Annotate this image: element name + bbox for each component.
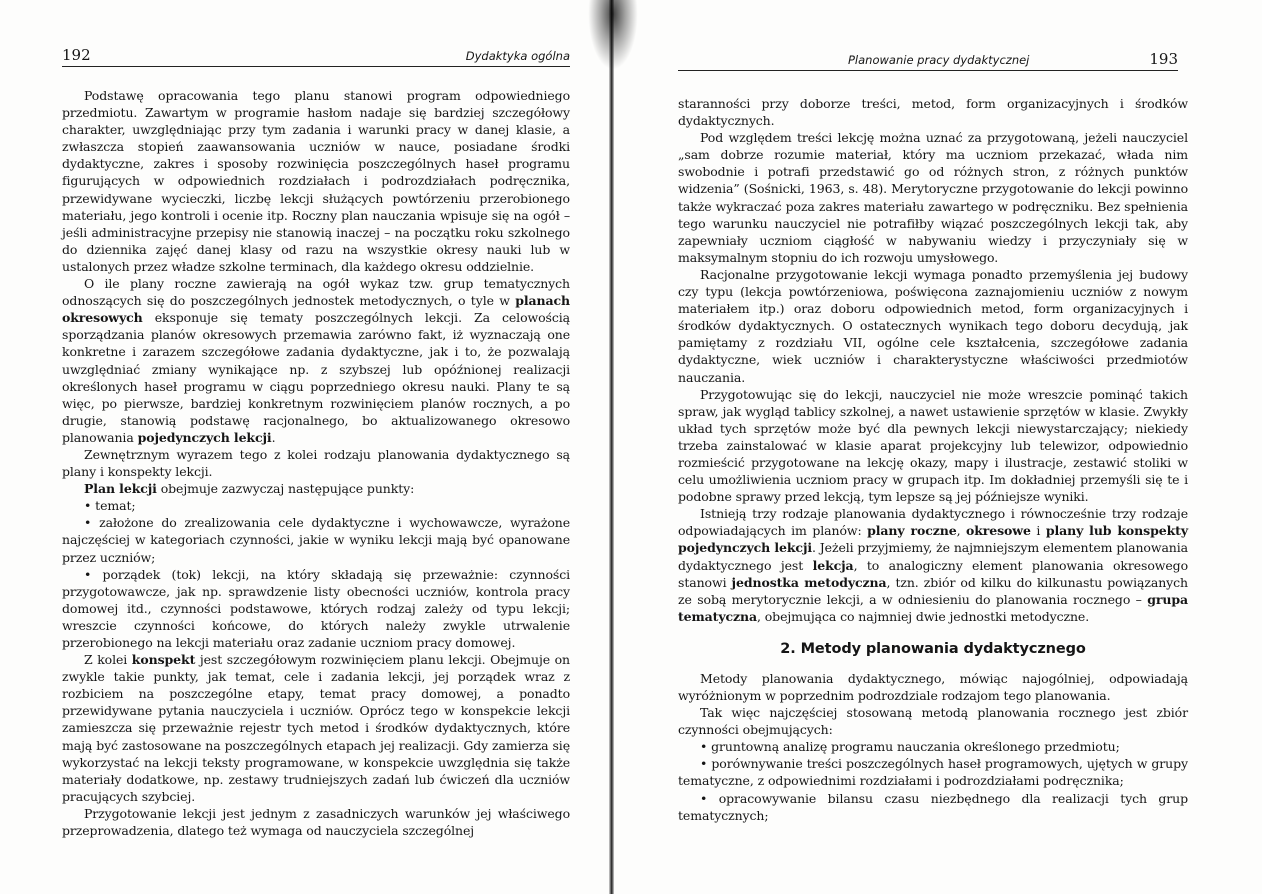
text-span: , to analogiczny element planowania okresowego stanowi	[678, 557, 1188, 590]
left-page-body	[62, 87, 570, 839]
list-item: • założone do zrealizowania cele dydaktyczne i wychowawcze, wyrażone najczęściej w kategoriach czynności, jakie w wyniku lekcji mają być opanowane przez uczniów;	[62, 515, 570, 565]
paragraph: Przygotowując się do lekcji, nauczyciel nie może wreszcie pominąć takich spraw, jak wygląd tablicy szkolnej, a nawet ustawienie sprzętów w klasie. Zwykły układ tych sprzętów może być dla pewnych lekcji niewystarczający; niekiedy trzeba zainstalować w klasie aparat projekcyjny lub telewizor, odpowiednio rozmieścić przygotowane na lekcję okazy, mapy i ilustracje, zestawić stoliki w celu umożliwienia uczniom pracy w grupach itp. Im dokładniej przemyśli się te i podobne sprawy przed lekcją, tym lepsze są jej późniejsze wyniki.	[678, 386, 1188, 505]
page-number: 192	[62, 46, 91, 64]
bold-term: okresowe	[965, 523, 1031, 539]
bold-term: grupa tematyczna	[678, 591, 1188, 624]
text-span: O ile plany roczne zawierają na ogół wykaz tzw. grup tematycznych odnoszących się do poszczególnych jednostek metodycznych, o tyle w	[62, 276, 570, 309]
paragraph	[62, 275, 570, 446]
text-span: . Jeżeli przyjmiemy, że najmniejszym elementem planowania dydaktycznego jest	[678, 540, 1188, 573]
section-heading: 2. Metody planowania dydaktycznego	[780, 640, 1086, 657]
left-page-header	[62, 44, 570, 67]
right-page-header	[678, 48, 1178, 71]
text-span: , tzn. zbiór od kilku do kilkunastu powiązanych ze sobą merytorycznie lekcji, a w odniesieniu do planowania rocznego –	[678, 574, 1188, 607]
bold-term: plany roczne	[867, 523, 957, 539]
paragraph: Zewnętrznym wyrazem tego z kolei rodzaju planowania dydaktycznego są plany i konspekty lekcji.	[62, 446, 570, 480]
page-number: 193	[1149, 50, 1178, 68]
bold-term: konspekt	[131, 652, 196, 668]
text-span: i	[1030, 523, 1046, 539]
text-span: obejmuje zazwyczaj następujące punkty:	[156, 481, 415, 497]
paragraph	[62, 480, 570, 497]
bold-term: pojedynczych lekcji	[137, 429, 272, 445]
text-span: ,	[956, 523, 966, 539]
paragraph: Racjonalne przygotowanie lekcji wymaga ponadto przemyślenia jej budowy czy typu (lekcja powtórzeniowa, poświęcona zaznajomieniu uczniów z nowym materiałem itp.) oraz doboru odpowiednich metod, form organizacyjnych i środków dydaktycznych. O ostatecznych wynikach tego doboru decydują, jak pamiętamy z rozdziału VII, ogólne cele kształcenia, szczegółowe zadania dydaktyczne, wiek uczniów i charakterystyczne właściwości przedmiotów nauczania.	[678, 266, 1188, 385]
list-item: • gruntowną analizę programu nauczania określonego przedmiotu;	[700, 739, 1120, 755]
list-item: • opracowywanie bilansu czasu niezbędnego dla realizacji tych grup tematycznych;	[678, 790, 1188, 823]
paragraph: Przygotowanie lekcji jest jednym z zasadniczych warunków jej właściwego przeprowadzenia, dlatego też wymaga od nauczyciela szczególnej	[62, 805, 570, 839]
paragraph: Podstawę opracowania tego planu stanowi program odpowiedniego przedmiotu. Zawartym w programie hasłom nadaje się bardziej szczegółowy charakter, uwzględniając przy tym zadania i warunki pracy w danej klasie, a zwłaszcza stopień zaawansowania uczniów w nauce, posiadane środki dydaktyczne, zakres i sposoby rozwinięcia poszczególnych haseł programu figurujących w odpowiednich rozdziałach i podrozdziałach podręcznika, przewidywane wycieczki, liczbę lekcji służących powtórzeniu przerobionego materiału, jego kontroli i ocenie itp. Roczny plan nauczania wpisuje się na ogół – jeśli administracyjne przepisy nie stanowią inaczej – na początku roku szkolnego do dziennika zajęć danej klasy od razu na wszystkie okresy nauki lub w ustalonych przez władze szkolne terminach, dla każdego okresu oddzielnie.	[62, 88, 570, 274]
bold-term: Plan lekcji	[84, 481, 157, 497]
bold-term: lekcja	[812, 557, 854, 573]
text-span: Istnieją trzy rodzaje planowania dydaktycznego i równocześnie trzy rodzaje odpowiadających im planów:	[678, 506, 1188, 539]
paragraph: Metody planowania dydaktycznego, mówiąc najogólniej, odpowiadają wyróżnionym w poprzednim podrozdziale rodzajom tego planowania.	[678, 670, 1188, 703]
paragraph	[678, 505, 1188, 625]
paragraph: Pod względem treści lekcję można uznać za przygotowaną, jeżeli nauczyciel „sam dobrze rozumie materiał, który ma uczniom przekazać, włada nim swobodnie i potrafi przedstawić go od różnych stron, z różnych punktów widzenia” (Sośnicki, 1963, s. 48). Merytoryczne przygotowanie do lekcji powinno także wykraczać poza zakres materiału zawartego w podręczniku. Bez spełnienia tego warunku nauczyciel nie potrafiłby wiązać poszczególnych lekcji tak, aby zapewniały uczniom ciągłość w nabywaniu wiedzy i przyczyniały się w maksymalnym stopniu do ich rozwoju umysłowego.	[678, 130, 1188, 265]
list-item: • porządek (tok) lekcji, na który składają się przeważnie: czynności przygotowawcze, jak np. sprawdzenie listy obecności uczniów, kontrola pracy domowej itd., czynności podstawowe, których rodzaj zależy od typu lekcji; wreszcie czynności końcowe, do których należy zwykle utrwalenie przerobionego na lekcji materiału oraz zadanie uczniom pracy domowej.	[62, 566, 570, 650]
bold-term: planach okresowych	[62, 293, 570, 326]
bold-term: plany lub konspekty pojedynczych lekcji	[678, 523, 1188, 556]
text-span: eksponuje się tematy poszczególnych lekcji. Za celowością sporządzania planów okresowych przemawia zarówno fakt, iż wyznaczają one konkretne i zarazem szczegółowe zadania dydaktyczne, jak i to, że pozwalają uwzględniać zmiany wynikające np. z szybszej lub opóźnionej realizacji określonych haseł programu w ciągu poprzedniego okresu nauki. Plany te są więc, po pierwsze, bardziej konkretnym rozwinięciem planów rocznych, a po drugie, stanowią podstawę racjonalnego, bo aktualizowanego okresowo planowania	[62, 310, 570, 445]
paragraph: Tak więc najczęściej stosowaną metodą planowania rocznego jest zbiór czynności obejmujących:	[678, 705, 1188, 738]
running-title: Dydaktyka ogólna	[465, 49, 570, 63]
text-span: jest szczegółowym rozwinięciem planu lekcji. Obejmuje on zwykle takie punkty, jak temat, cele i zadania lekcji, jej porządek wraz z rozbiciem na poszczególne etapy, temat pracy domowej, a ponadto przewidywane pytania nauczyciela i uczniów. Oprócz tego w konspekcie lekcji zamieszcza się przeważnie rejestr tych metod i środków dydaktycznych, które mają być zastosowane na poszczególnych etapach jej realizacji. Gdy zamierza się wykorzystać na lekcji teksty programowane, w konspekcie uwzględnia się także materiały dodatkowe, np. zestawy trudniejszych zadań lub ćwiczeń dla uczniów pracujących szybciej.	[62, 652, 571, 804]
left-page	[0, 0, 612, 894]
list-item: • porównywanie treści poszczególnych haseł programowych, ujętych w grupy tematyczne, z odpowiednimi rozdziałami i podrozdziałami podręcznika;	[678, 756, 1188, 789]
list-item: • temat;	[84, 498, 136, 514]
paragraph	[62, 651, 570, 805]
bold-term: jednostka metodyczna	[731, 574, 887, 590]
running-title: Planowanie pracy dydaktycznej	[848, 53, 1030, 67]
right-page	[614, 0, 1262, 894]
right-page-body	[678, 95, 1188, 824]
text-span: .	[271, 429, 276, 445]
text-span: , obejmująca co najmniej dwie jednostki metodyczne.	[757, 608, 1090, 624]
paragraph: staranności przy doborze treści, metod, form organizacyjnych i środków dydaktycznych.	[678, 96, 1188, 129]
text-span: Z kolei	[84, 652, 132, 668]
